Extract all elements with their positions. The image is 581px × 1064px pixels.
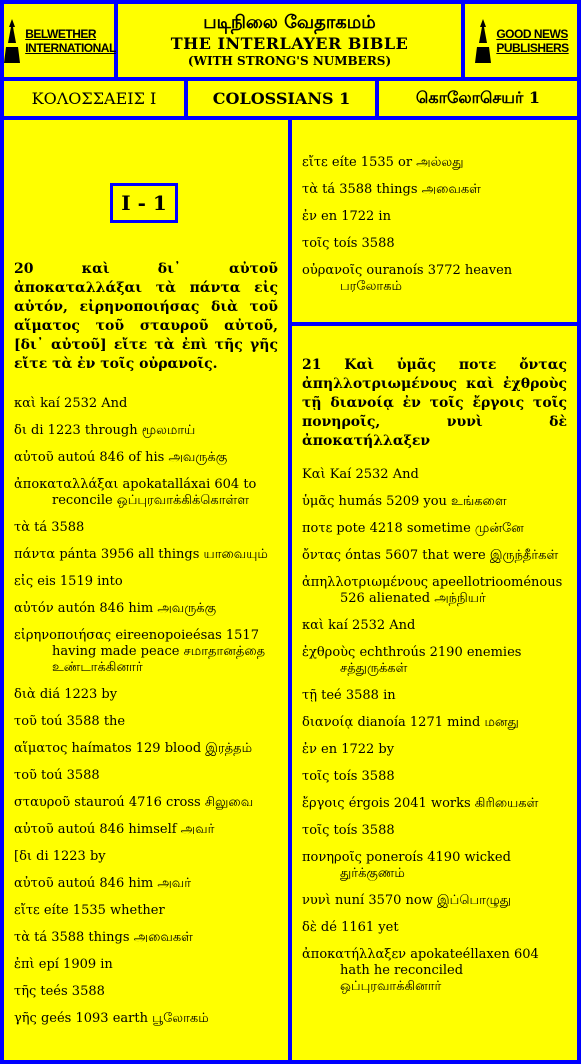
word-entry: αὐτοῦ autoú 846 him அவர் — [14, 876, 192, 891]
word-entry: ἀπηλλοτριωμένους apeellotriooménous 526 alienated அந்நியர் — [302, 575, 563, 606]
word-entry: ἔργοις érgois 2041 works கிரியைகள் — [302, 796, 539, 811]
bell-figure-icon — [473, 17, 493, 65]
word-entry: ὑμᾶς humás 5209 you உங்களை — [302, 494, 507, 509]
left-word-list — [14, 396, 278, 1027]
word-entry: τὰ tá 3588 — [14, 520, 85, 535]
word-entry: αὐτοῦ autoú 846 of his அவருக்கு — [14, 450, 228, 465]
word-entry: τοῖς toís 3588 — [302, 236, 395, 251]
word-entry: αὐτόν autón 846 him அவருக்கு — [14, 601, 217, 616]
word-entry: πάντα pánta 3956 all things யாவையும் — [14, 547, 268, 562]
bell-figure-icon — [2, 17, 22, 65]
word-entry: ἐν en 1722 by — [302, 742, 395, 757]
book-english: COLOSSIANS 1 — [188, 81, 375, 116]
word-entry: ἐν en 1722 in — [302, 209, 391, 224]
word-entry: ἀποκατήλλαξεν apokateéllaxen 604 hath he reconciled ஒப்புரவாக்கினார் — [302, 947, 539, 994]
word-entry: νυνὶ nuní 3570 now இப்பொழுது — [302, 893, 512, 908]
word-entry: εἰς eis 1519 into — [14, 574, 123, 589]
word-entry: αἵματος haímatos 129 blood இரத்தம் — [14, 741, 253, 756]
reference-box: I - 1 — [110, 183, 178, 223]
right-word-list — [302, 467, 567, 995]
word-entry: ἐχθροὺς echthroús 2190 enemies சத்துருக்கள் — [302, 645, 522, 676]
word-entry: οὐρανοῖς ouranoís 3772 heaven பரலோகம் — [302, 263, 513, 294]
verse-21-greek: 21 Καὶ ὑμᾶς ποτε ὄντας ἀπηλλοτριωμένους καὶ ἐχθροὺς τῇ διανοίᾳ ἐν τοῖς ἔργοις τοῖς πονηροῖς, νυνὶ δὲ ἀποκατήλλαξεν — [302, 357, 567, 449]
word-entry: εἰρηνοποιήσας eireenopoieésas 1517 having made peace சமாதானத்தை உண்டாக்கினார் — [14, 628, 266, 675]
left-logo-line-2: INTERNATIONAL — [25, 40, 116, 55]
title-tamil: படிநிலை வேதாகமம் — [203, 12, 376, 33]
belwether-logo — [4, 4, 114, 77]
right-logo-text — [496, 27, 568, 55]
right-logo-line-1: GOOD NEWS — [496, 26, 568, 41]
word-entry: ἀποκαταλλάξαι apokatalláxai 604 to reconcile ஒப்புரவாக்கிக்கொள்ள — [14, 477, 257, 508]
word-entry: εἴτε eíte 1535 whether — [14, 903, 165, 918]
left-logo-text — [25, 27, 116, 55]
word-entry: [δι di 1223 by — [14, 849, 106, 864]
title-english: THE INTERLAYER BIBLE — [170, 34, 409, 53]
word-entry: τὰ tá 3588 things அவைகள் — [14, 930, 193, 945]
right-top-word-list — [302, 155, 567, 295]
word-entry: αὐτοῦ autoú 846 himself அவர் — [14, 822, 215, 837]
word-entry: τοῖς toís 3588 — [302, 823, 395, 838]
book-tamil: கொலோசெயர் 1 — [379, 81, 577, 116]
left-logo-line-1: BELWETHER — [25, 26, 97, 41]
word-entry: τοῖς toís 3588 — [302, 769, 395, 784]
left-column — [4, 120, 288, 1060]
word-entry: τῆς teés 3588 — [14, 984, 105, 999]
title-subtitle: (WITH STRONG'S NUMBERS) — [187, 54, 392, 68]
word-entry: εἴτε eíte 1535 or அல்லது — [302, 155, 464, 170]
right-bottom-column — [292, 326, 577, 1060]
word-entry: δὲ dé 1161 yet — [302, 920, 399, 935]
word-entry: πονηροῖς poneroís 4190 wicked துர்க்குணம் — [302, 850, 511, 881]
word-entry: ὄντας óntas 5607 that were இருந்தீர்கள் — [302, 548, 559, 563]
verse-20-greek: 20 καὶ δι᾽ αὐτοῦ ἀποκαταλλάξαι τὰ πάντα εἰς αὐτόν, εἰρηνοποιήσας διὰ τοῦ αἵματος τοῦ σταυροῦ αὐτοῦ, [δι᾽ αὐτοῦ] εἴτε τὰ ἐπὶ τῆς γῆς εἴτε τὰ ἐν τοῖς οὐρανοῖς. — [14, 261, 278, 372]
word-entry: ἐπὶ epí 1909 in — [14, 957, 113, 972]
right-top-column — [292, 120, 577, 322]
word-entry: Καὶ Kaí 2532 And — [302, 467, 419, 482]
good-news-logo — [465, 4, 577, 77]
word-entry: σταυροῦ stauroú 4716 cross சிலுவை — [14, 795, 254, 810]
word-entry: τοῦ toú 3588 — [14, 768, 100, 783]
word-entry: καὶ kaí 2532 And — [302, 618, 416, 633]
title-box — [118, 4, 461, 77]
word-entry: ποτε pote 4218 sometime முன்னே — [302, 521, 524, 536]
word-entry: τὰ tá 3588 things அவைகள் — [302, 182, 481, 197]
book-greek: ΚΟΛΟΣΣΑΕΙΣ Ι — [4, 81, 184, 116]
word-entry: δι di 1223 through மூலமாய் — [14, 423, 196, 438]
word-entry: γῆς geés 1093 earth பூலோகம் — [14, 1011, 209, 1026]
word-entry: καὶ kaí 2532 And — [14, 396, 128, 411]
right-logo-line-2: PUBLISHERS — [496, 40, 569, 55]
word-entry: τῇ teé 3588 in — [302, 688, 396, 703]
word-entry: διανοίᾳ dianoía 1271 mind மனது — [302, 715, 519, 730]
word-entry: τοῦ toú 3588 the — [14, 714, 126, 729]
word-entry: διὰ diá 1223 by — [14, 687, 118, 702]
